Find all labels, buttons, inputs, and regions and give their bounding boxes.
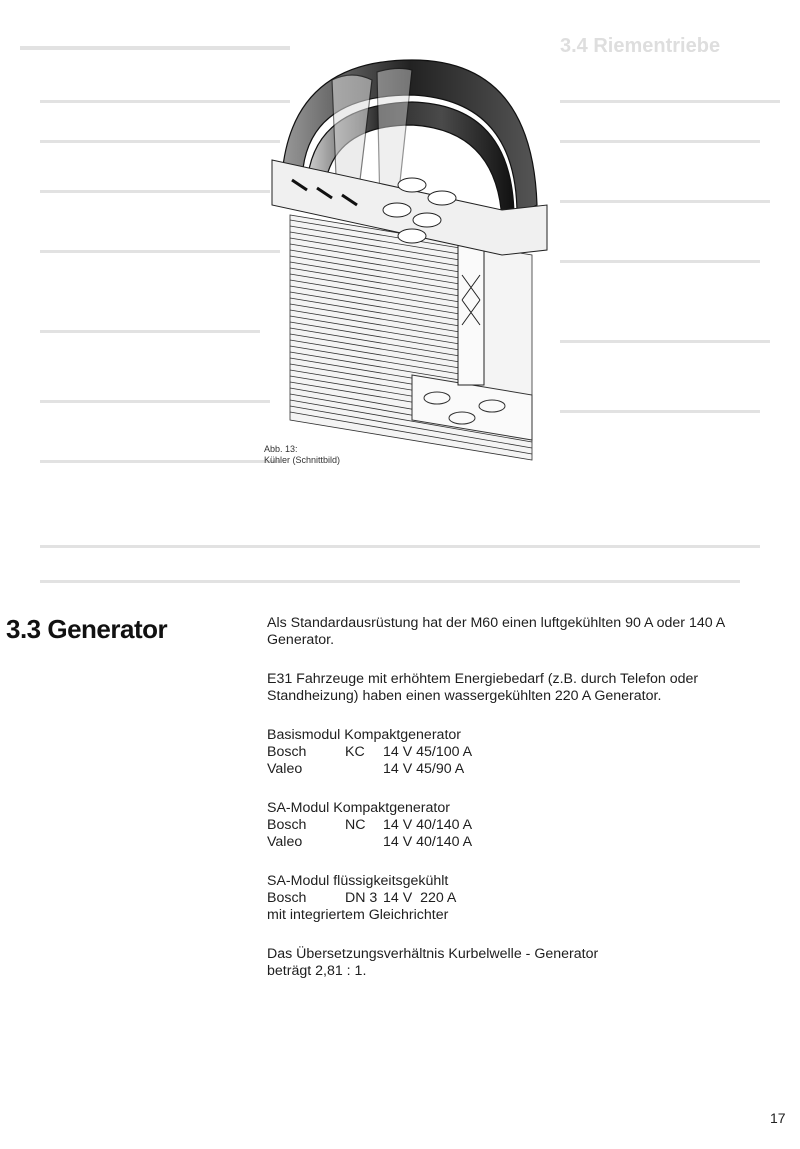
spec-maker: Valeo [267,834,303,850]
spec-row [267,834,767,851]
spec-maker: Valeo [267,761,303,777]
spec-value: 14 V 220 A [383,890,457,906]
figure-caption [264,444,340,466]
ghost-heading: 3.4 Riementriebe [560,35,721,57]
spec-row [267,744,767,761]
spec-type: KC [345,744,365,760]
sa-fluid-spec [267,873,767,924]
basis-heading: Basismodul Kompaktgenerator [267,727,461,743]
sa-fluid-heading: SA-Modul flüssigkeitsgekühlt [267,873,449,889]
spec-row [267,890,767,907]
spec-type: NC [345,817,366,833]
caption-text: Kühler (Schnittbild) [264,455,341,465]
spec-maker: Bosch [267,744,307,760]
paragraph-e31: E31 Fahrzeuge mit erhöhtem Energiebedarf (z.B. durch Telefon oder Standheizung) haben einen wassergekühlten 220 A Generator. [267,671,699,704]
spec-value: 14 V 45/90 A [383,761,465,777]
spec-maker: Bosch [267,890,307,906]
spec-value: 14 V 40/140 A [383,817,473,833]
spec-value: 14 V 40/140 A [383,834,473,850]
spec-row [267,817,767,834]
spec-type: DN 3 [345,890,378,906]
section-body [267,615,767,1002]
section-title: 3.3 Generator [6,614,168,644]
spec-row [267,761,767,778]
radiator-cutaway-illustration [262,40,552,470]
spec-maker: Bosch [267,817,307,833]
caption-number: Abb. 13: [264,444,298,454]
ratio-line-2: beträgt 2,81 : 1. [267,963,367,979]
sa-fluid-note: mit integriertem Gleichrichter [267,907,449,923]
spec-type [345,834,383,851]
sa-compact-heading: SA-Modul Kompaktgenerator [267,800,450,816]
ratio-line-1: Das Übersetzungsverhältnis Kurbelwelle - Generator [267,946,599,962]
spec-value: 14 V 45/100 A [383,744,473,760]
spec-type [345,761,383,778]
paragraph-standard: Als Standardausrüstung hat der M60 einen luftgekühlten 90 A oder 140 A Generator. [267,615,725,648]
page-number: 17 [770,1110,786,1126]
sa-compact-spec [267,800,767,851]
basis-module-spec [267,727,767,778]
ratio-paragraph [267,946,767,980]
